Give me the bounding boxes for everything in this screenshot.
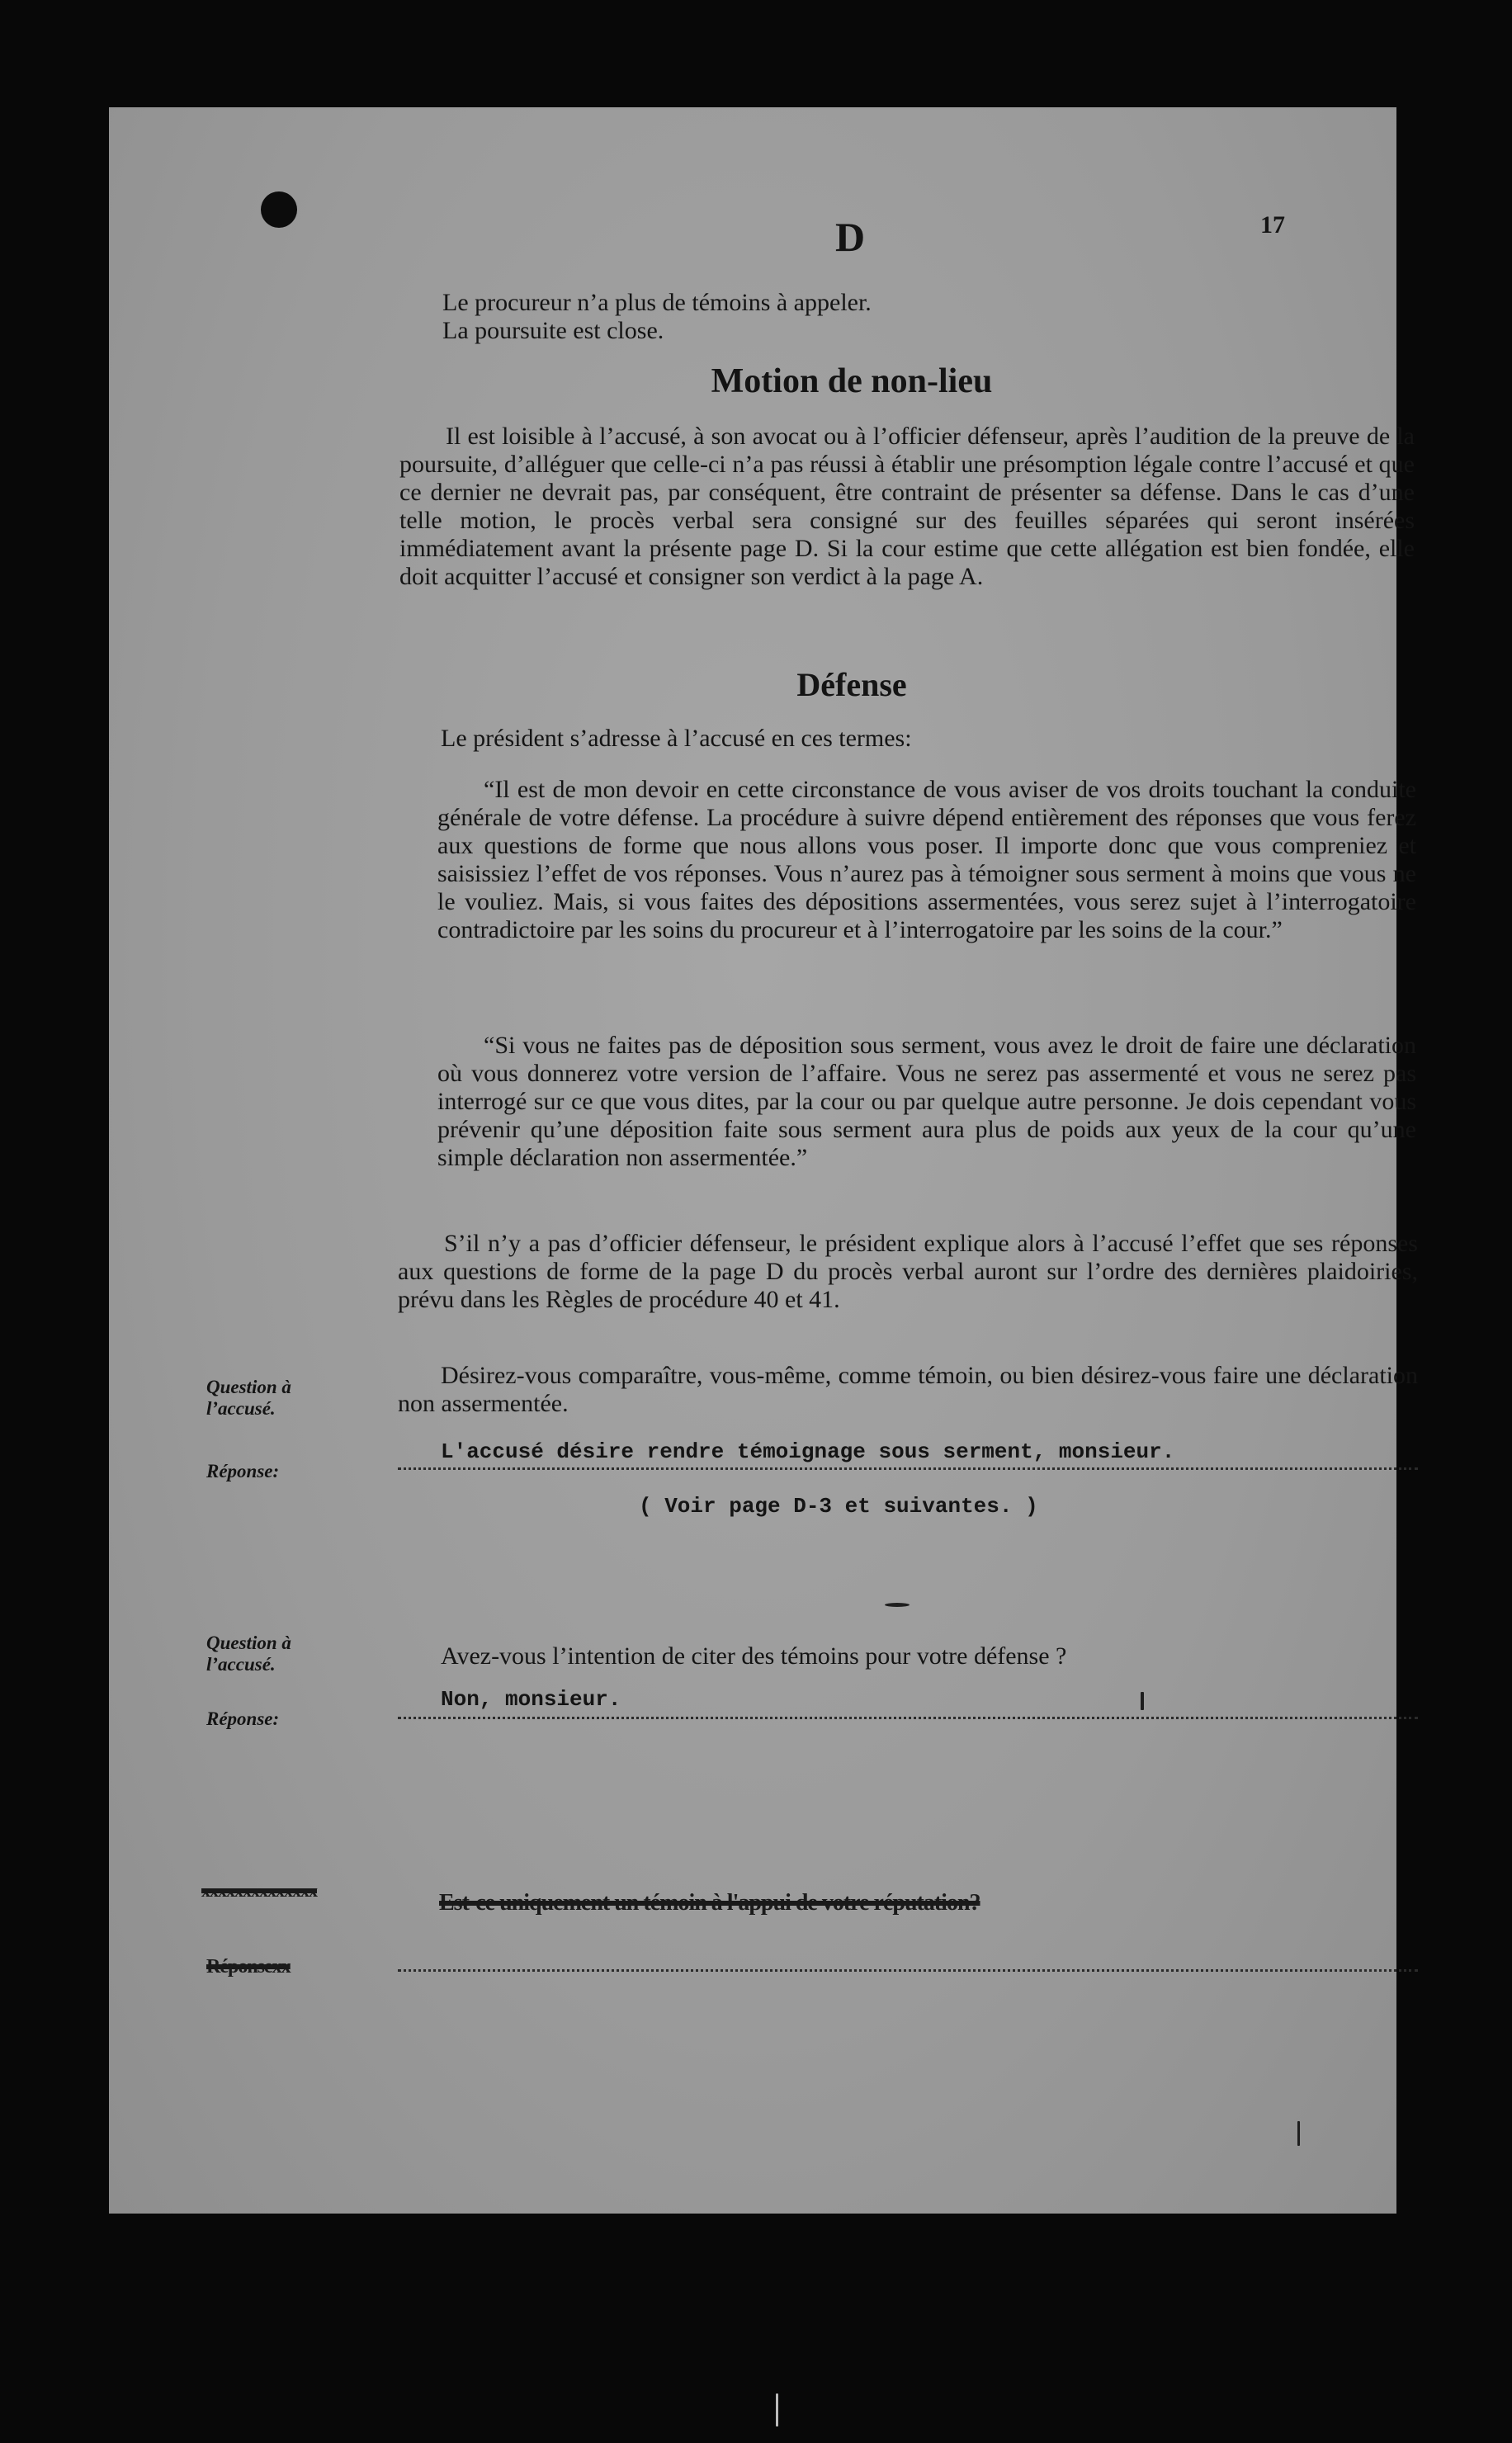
film-mark [776, 2393, 778, 2426]
motion-heading: Motion de non-lieu [711, 362, 993, 400]
struck-question-text: Est-ce uniquement un témoin à l'appui de votre réputation? [439, 1890, 980, 1916]
answer-line-2 [398, 1717, 1418, 1719]
procedure-note: S’il n’y a pas d’officier défenseur, le président explique alors à l’accusé l’effet que ses réponses aux questions de forme de la page D du procès verbal auront sur l’ordre des dernières plaidoiries, prévu dans les Règles de procédure 40 et 41. [398, 1230, 1418, 1313]
struck-answer-label: Réponsexx [206, 1956, 291, 1978]
question-label-2: Question à l’accusé. [206, 1633, 291, 1675]
answer-label-1: Réponse: [206, 1461, 280, 1481]
page-number: 17 [1260, 211, 1285, 239]
punch-hole [261, 191, 297, 228]
page-letter: D [835, 214, 866, 260]
scan-mark [1141, 1692, 1144, 1710]
closing-line-2: La poursuite est close. [442, 317, 664, 344]
scan-mark [1297, 2121, 1300, 2146]
answer-text-1: L'accusé désire rendre témoignage sous serment, monsieur. [441, 1439, 1175, 1464]
struck-question-label: xxxxxxxxxxxxxx [201, 1880, 317, 1901]
answer-text-2: Non, monsieur. [441, 1687, 621, 1712]
answer-line-3 [398, 1969, 1418, 1972]
prosecution-closing [442, 289, 1103, 345]
motion-paragraph: Il est loisible à l’accusé, à son avocat ou à l’officier défenseur, après l’audition de la preuve de la poursuite, d’alléguer que celle-ci n’a pas réussi à établir une présomption légale contre l’accusé et que ce dernier ne devrait pas, par conséquent, être contraint de présenter sa défense. Dans le cas d’une telle motion, le procès verbal sera consigné sur des feuilles séparées qui seront insérées immédiatement avant la présente page D. Si la cour estime que cette allégation est bien fondée, elle doit acquitter l’accusé et consigner son verdict à la page A. [399, 423, 1415, 590]
scan-mark [885, 1603, 910, 1607]
question-text-1: Désirez-vous comparaître, vous-même, comme témoin, ou bien désirez-vous faire une déclaration non assermentée. [398, 1362, 1418, 1417]
question-text-2: Avez-vous l’intention de citer des témoins pour votre défense ? [441, 1642, 1067, 1670]
president-quote-1: “Il est de mon devoir en cette circonstance de vous aviser de vos droits touchant la conduite générale de votre défense. La procédure à suivre dépend entièrement des réponses que vous ferez aux questions de forme que nous allons vous poser. Il importe donc que vous compreniez et saisissiez l’effet de vos réponses. Vous n’aurez pas à témoigner sous serment à moins que vous ne le vouliez. Mais, si vous faites des dépositions assermentées, vous serez sujet à l’interrogatoire contradictoire par les soins du procureur et à l’interrogatoire par les soins de la cour.” [437, 776, 1416, 943]
defense-heading: Défense [796, 666, 907, 703]
answer-line-1 [398, 1467, 1418, 1470]
answer-note-1: ( Voir page D-3 et suivantes. ) [639, 1494, 1038, 1519]
closing-line-1: Le procureur n’a plus de témoins à appeler. [442, 289, 872, 316]
answer-label-2: Réponse: [206, 1708, 280, 1729]
defense-intro: Le président s’adresse à l’accusé en ces termes: [441, 725, 912, 752]
document-page [109, 107, 1418, 2214]
question-label-1: Question à l’accusé. [206, 1377, 291, 1419]
president-quote-2: “Si vous ne faites pas de déposition sous serment, vous avez le droit de faire une déclaration où vous donnerez votre version de l’affaire. Vous ne serez pas assermenté et vous ne serez pas interrogé sur ce que vous dites, par la cour ou par quelque autre personne. Je dois cependant vous prévenir qu’une déposition faite sous serment aura plus de poids aux yeux de la cour qu’une simple déclaration non assermentée.” [437, 1032, 1416, 1171]
